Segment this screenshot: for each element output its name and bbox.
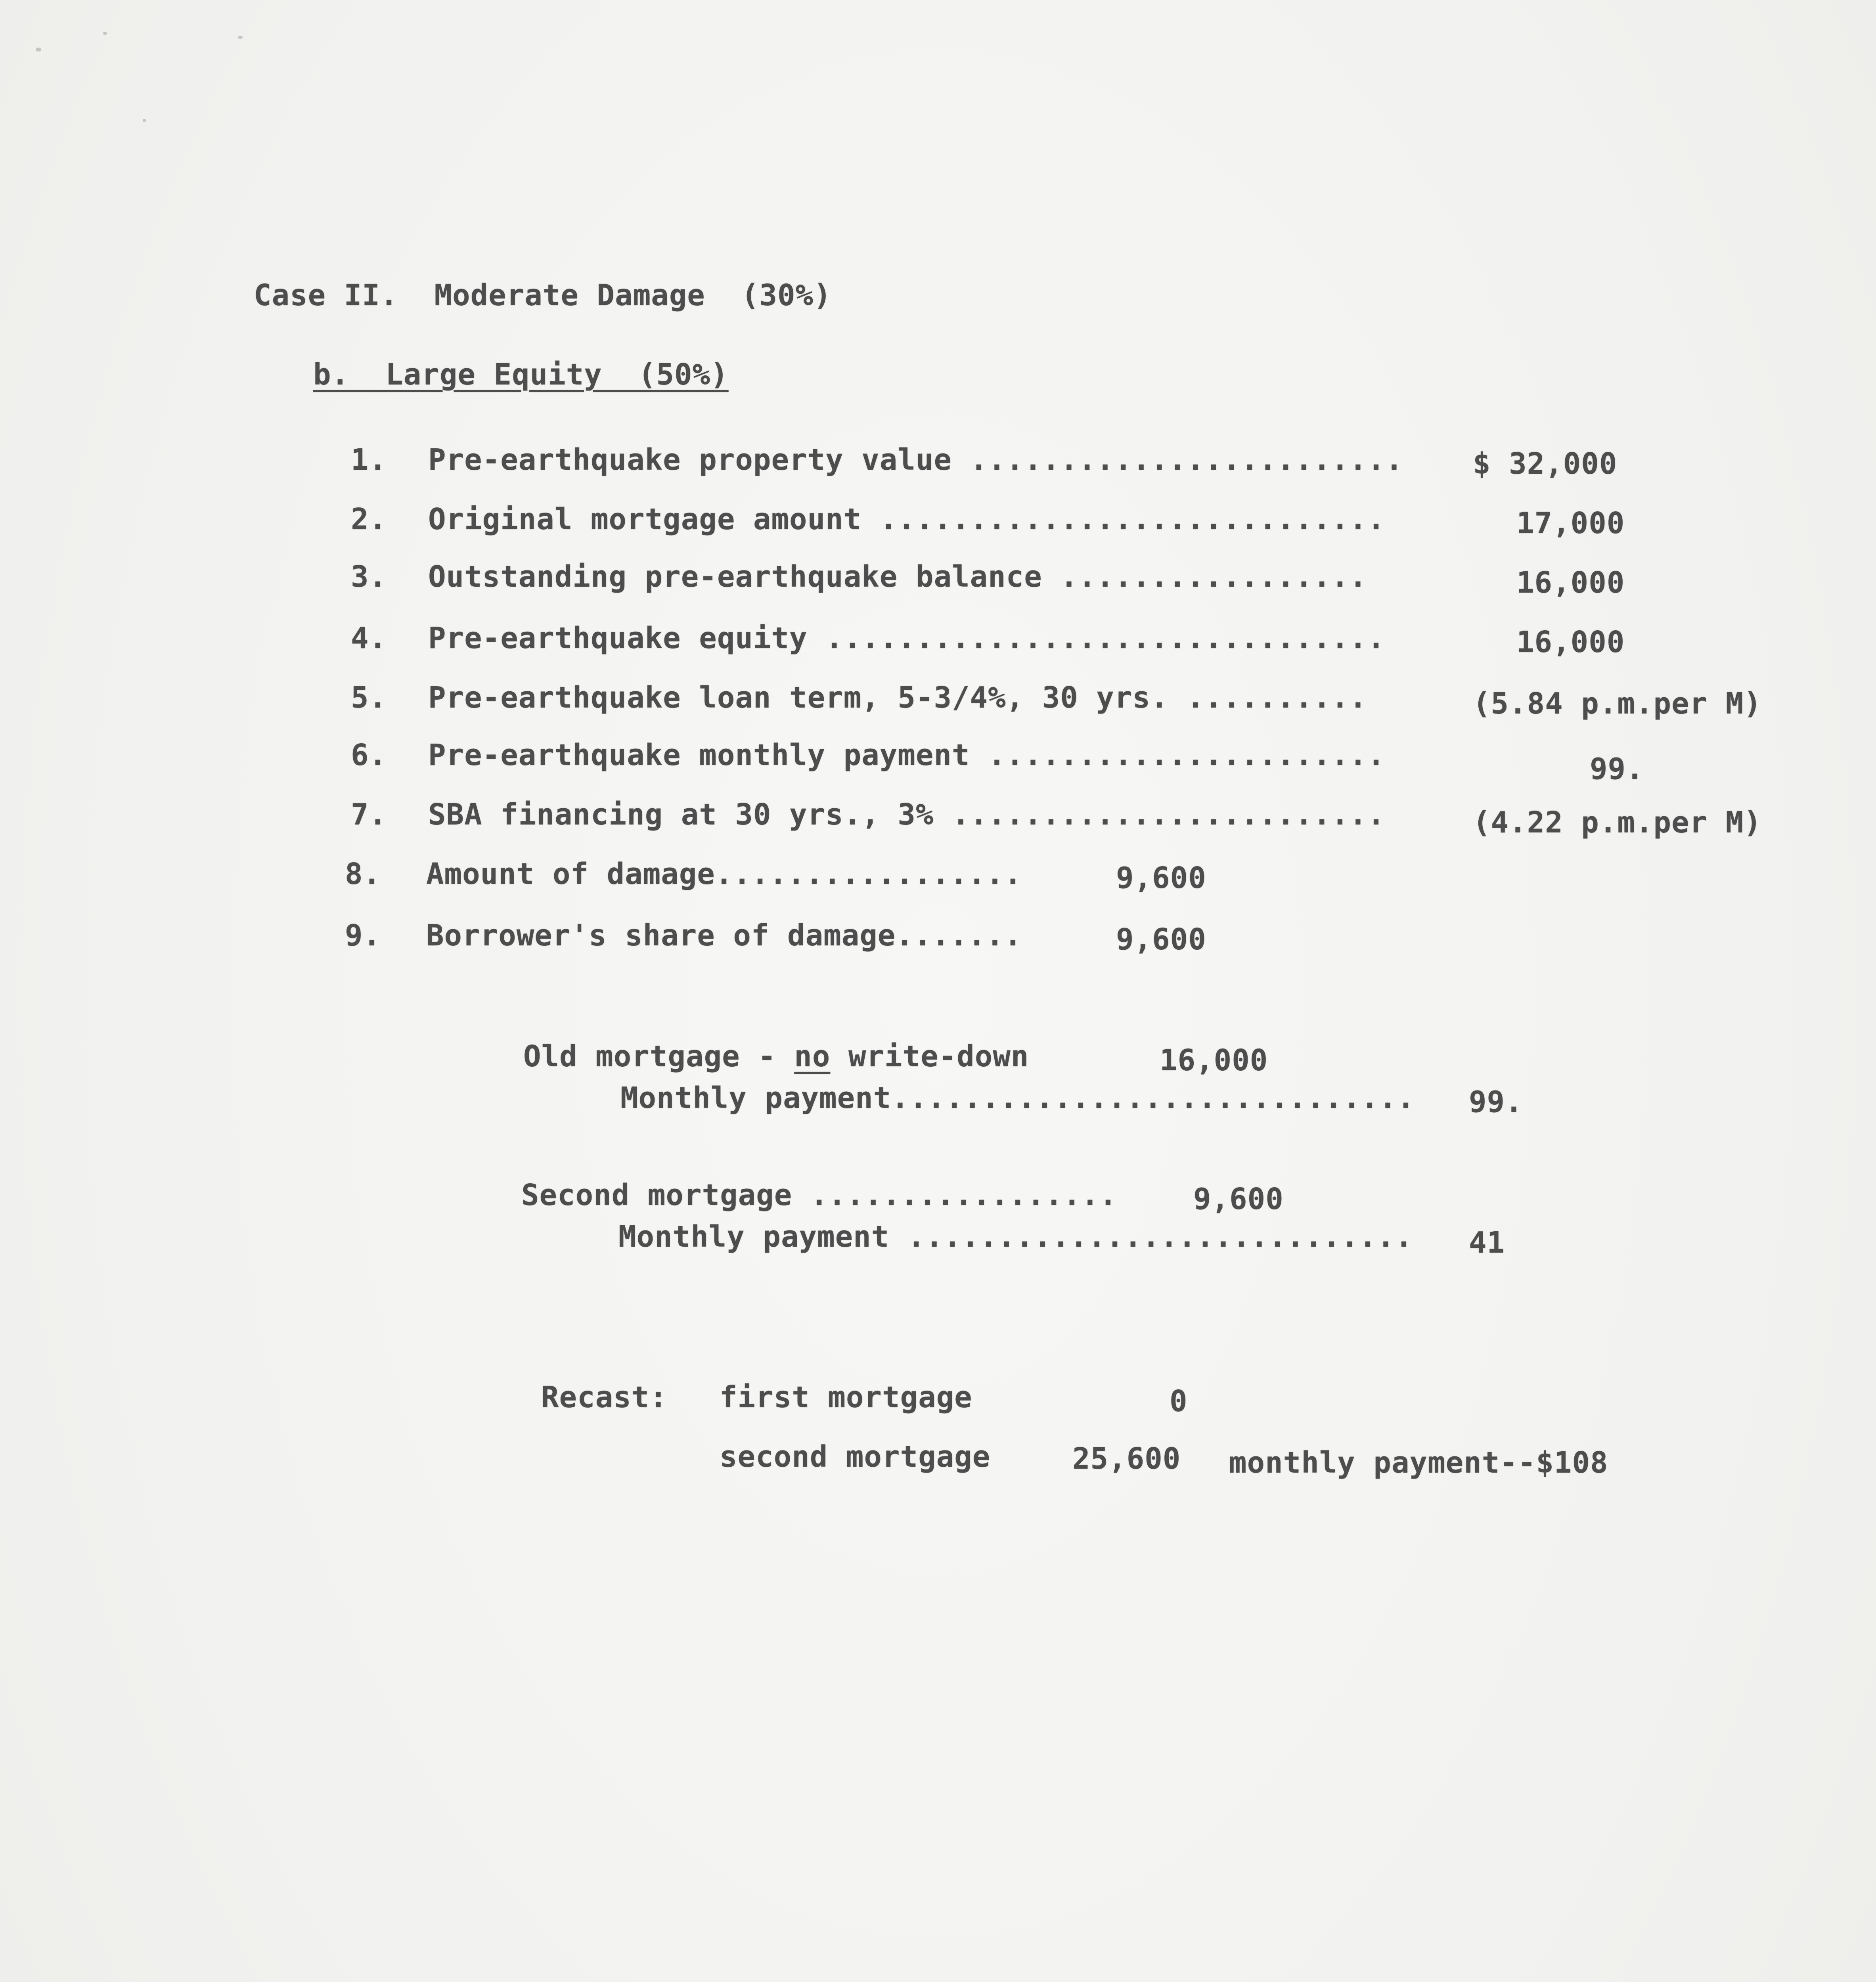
old-mortgage-payment-label: Monthly payment............................. — [620, 1081, 1415, 1115]
second-mortgage-amount: 9,600 — [1193, 1182, 1284, 1216]
case-title: Case II. Moderate Damage (30%) — [254, 278, 832, 312]
item-9-value: 9,600 — [1116, 922, 1206, 957]
old-mortgage-label-no: no — [794, 1039, 831, 1073]
item-1-value: $ 32,000 — [1473, 447, 1618, 481]
second-mortgage-payment-value: 41 — [1469, 1226, 1505, 1260]
item-7-value: (4.22 p.m.per M) — [1473, 805, 1762, 840]
item-4-number: 4. — [351, 621, 387, 655]
item-3-value: 16,000 — [1516, 566, 1625, 600]
subheading: b. Large Equity (50%) — [313, 358, 729, 392]
item-8-label: Amount of damage................. — [426, 857, 1022, 891]
item-4-value: 16,000 — [1516, 625, 1625, 659]
item-3-number: 3. — [351, 560, 387, 594]
recast-first-label: first mortgage — [720, 1380, 972, 1414]
item-9-number: 9. — [345, 918, 381, 953]
old-mortgage-amount: 16,000 — [1160, 1043, 1268, 1077]
item-3-label: Outstanding pre-earthquake balance ................. — [428, 560, 1367, 594]
recast-first-value: 0 — [1170, 1384, 1188, 1418]
item-5-number: 5. — [351, 681, 387, 715]
recast-second-value: 25,600 — [1072, 1442, 1181, 1476]
old-mortgage-label — [523, 1039, 1029, 1074]
item-6-number: 6. — [351, 738, 387, 772]
item-4-label: Pre-earthquake equity ............................... — [428, 621, 1386, 655]
item-1-number: 1. — [351, 443, 387, 477]
item-5-label: Pre-earthquake loan term, 5-3/4%, 30 yrs. .......... — [428, 681, 1367, 715]
paper-speck — [143, 119, 146, 122]
paper-speck — [238, 36, 243, 39]
second-mortgage-label: Second mortgage ................. — [521, 1178, 1118, 1212]
recast-label: Recast: — [541, 1380, 668, 1414]
recast-payment-text: monthly payment--$108 — [1229, 1446, 1608, 1480]
item-1-label: Pre-earthquake property value ........................ — [428, 443, 1403, 477]
item-6-label: Pre-earthquake monthly payment ...................... — [428, 738, 1386, 772]
old-mortgage-label-post: write-down — [830, 1039, 1029, 1073]
item-2-value: 17,000 — [1516, 506, 1625, 540]
recast-second-label: second mortgage — [720, 1440, 991, 1474]
item-2-label: Original mortgage amount ............................ — [428, 502, 1386, 536]
item-7-number: 7. — [351, 798, 387, 832]
item-7-label: SBA financing at 30 yrs., 3% ........................ — [428, 798, 1386, 832]
item-5-value: (5.84 p.m.per M) — [1473, 687, 1762, 721]
item-8-value: 9,600 — [1116, 861, 1206, 895]
second-mortgage-payment-label: Monthly payment ............................ — [618, 1220, 1413, 1254]
item-8-number: 8. — [345, 857, 381, 891]
item-9-label: Borrower's share of damage....... — [426, 918, 1022, 953]
paper-speck — [103, 32, 107, 35]
item-2-number: 2. — [351, 502, 387, 536]
old-mortgage-label-pre: Old mortgage - — [523, 1039, 794, 1073]
item-6-value: 99. — [1590, 752, 1644, 786]
paper-speck — [36, 48, 41, 52]
old-mortgage-payment-value: 99. — [1469, 1085, 1523, 1119]
